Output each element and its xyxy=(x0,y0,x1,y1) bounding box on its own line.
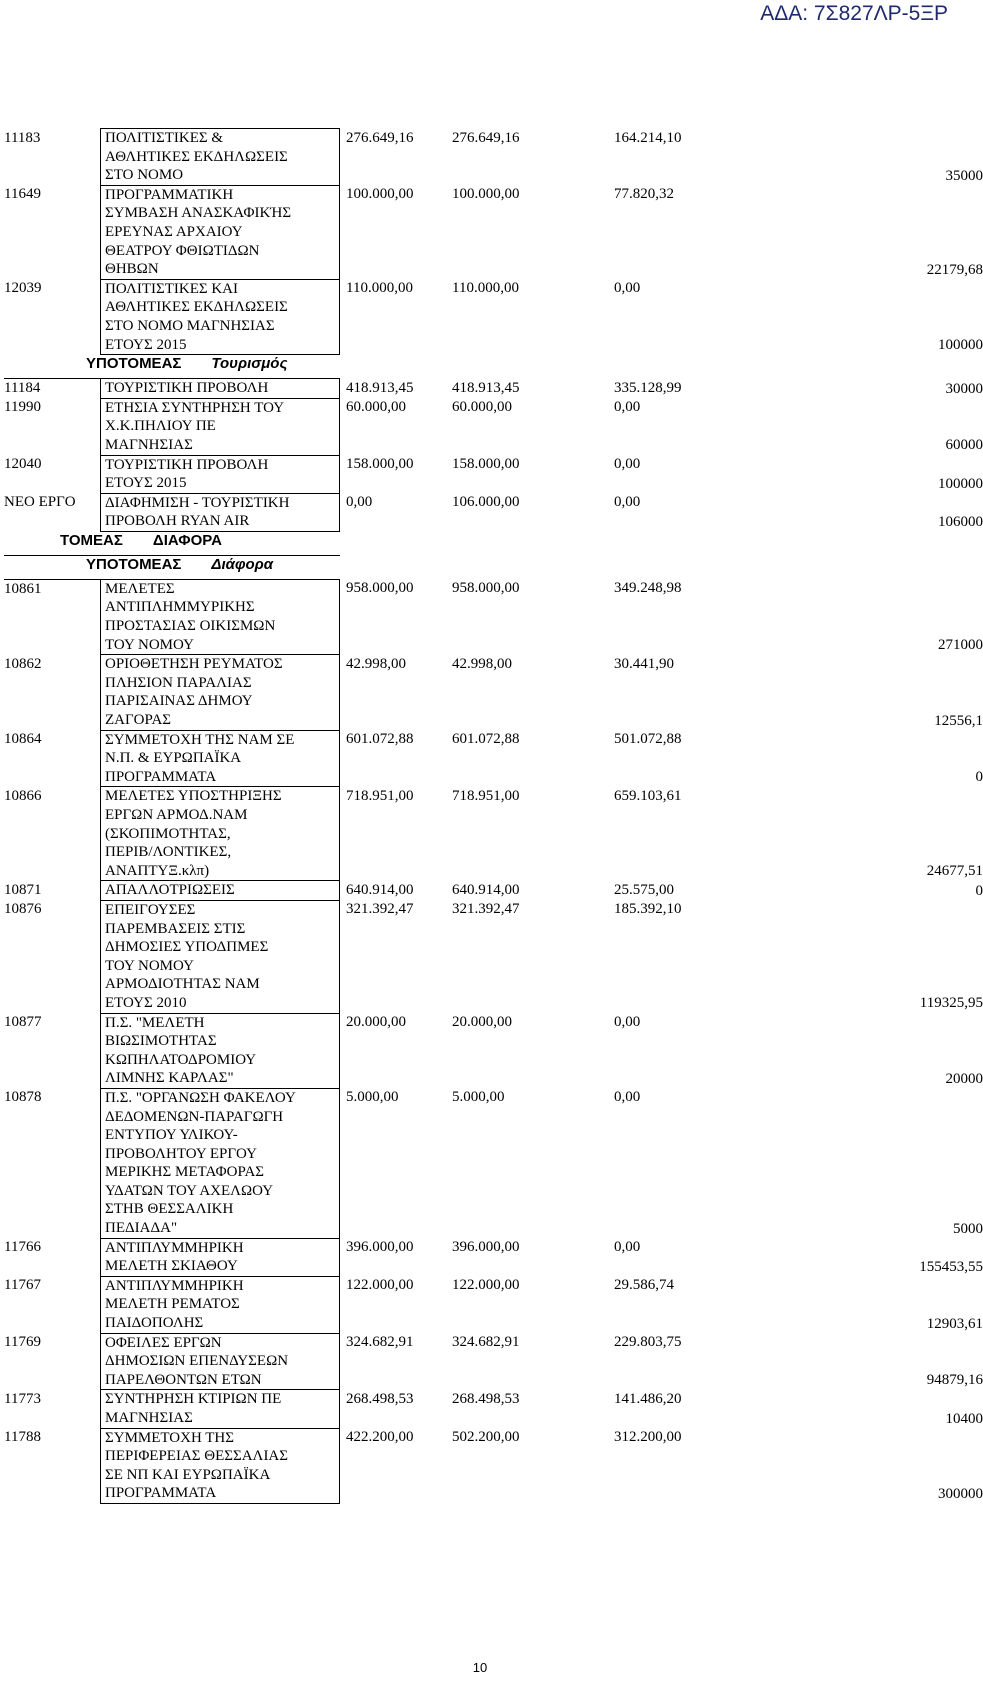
row-value-3: 164.214,10 xyxy=(614,129,682,146)
row-value-1: 324.682,91 xyxy=(346,1334,414,1351)
row-value-3: 0,00 xyxy=(614,494,641,511)
description-line: ΘΗΒΩΝ xyxy=(105,261,159,278)
row-value-2: 100.000,00 xyxy=(452,186,520,203)
row-code: 10877 xyxy=(4,1014,42,1031)
row-amount: 5000 xyxy=(953,1220,983,1237)
row-value-1: 958.000,00 xyxy=(346,580,414,597)
description-line: ΣΥΜΜΕΤΟΧΗ ΤΗΣ ΝΑΜ ΣΕ xyxy=(105,731,295,748)
section-heading xyxy=(4,555,983,579)
row-description xyxy=(101,185,340,279)
description-line: ΕΡΕΥΝΑΣ ΑΡΧΑΙΟΥ xyxy=(105,223,243,240)
description-line: ΣΥΜΜΕΤΟΧΗ ΤΗΣ xyxy=(105,1429,234,1446)
row-description xyxy=(101,1238,340,1276)
description-line: ΠΕΔΙΑΔΑ" xyxy=(105,1220,178,1237)
row-description xyxy=(101,655,340,730)
description-line: ΠΟΛΙΤΙΣΤΙΚΕΣ & xyxy=(105,130,224,146)
description-line: ΜΕΛΕΤΗ ΣΚΙΑΘΟΥ xyxy=(105,1258,238,1275)
description-line: ΑΠΑΛΛΟΤΡΙΩΣΕΙΣ xyxy=(105,882,235,899)
row-code: 11766 xyxy=(4,1239,41,1256)
description-line: ΑΝΤΙΠΛΗΜΜΥΡΙΚΗΣ xyxy=(105,599,255,616)
description-line: ΟΡΙΟΘΕΤΗΣΗ ΡΕΥΜΑΤΟΣ xyxy=(105,656,283,673)
row-amount: 22179,68 xyxy=(926,261,983,278)
row-value-2: 640.914,00 xyxy=(452,881,520,898)
description-line: ΕΠΕΙΓΟΥΣΕΣ xyxy=(105,901,196,918)
description-line: ΑΘΛΗΤΙΚΕΣ ΕΚΔΗΛΩΣΕΙΣ xyxy=(105,148,288,165)
row-amount: 271000 xyxy=(938,637,983,654)
row-code: 10866 xyxy=(4,787,42,804)
row-value-2: 718.951,00 xyxy=(452,787,520,804)
section-heading-label: ΥΠΟΤΟΜΕΑΣ xyxy=(86,555,182,573)
description-line: ΠΑΡΕΜΒΑΣΕΙΣ ΣΤΙΣ xyxy=(105,920,246,937)
row-code: 12039 xyxy=(4,280,42,297)
row-value-3: 29.586,74 xyxy=(614,1277,674,1294)
description-line: ΥΔΑΤΩΝ ΤΟΥ ΑΧΕΛΩΟΥ xyxy=(105,1182,274,1199)
description-line: ΠΕΡΙΒ/ΛΟΝΤΙΚΕΣ, xyxy=(105,844,232,861)
row-value-3: 0,00 xyxy=(614,1014,641,1031)
row-value-1: 0,00 xyxy=(346,494,373,511)
section-heading-name: Τουρισμός xyxy=(211,355,288,373)
row-description xyxy=(101,129,340,186)
row-value-1: 100.000,00 xyxy=(346,186,414,203)
description-line: ΠΡΟΒΟΛΗ RYAN AIR xyxy=(105,513,250,530)
row-value-1: 122.000,00 xyxy=(346,1277,414,1294)
row-amount: 300000 xyxy=(938,1485,983,1502)
row-value-3: 185.392,10 xyxy=(614,901,682,918)
description-line: ΒΙΩΣΙΜΟΤΗΤΑΣ xyxy=(105,1033,217,1050)
description-line: ΕΤΗΣΙΑ ΣΥΝΤΗΡΗΣΗ ΤΟΥ xyxy=(105,399,285,416)
description-line: ΣΥΜΒΑΣΗ ΑΝΑΣΚΑΦΙΚΉΣ xyxy=(105,205,292,222)
row-amount: 100000 xyxy=(938,475,983,492)
row-value-1: 20.000,00 xyxy=(346,1014,406,1031)
row-description xyxy=(101,787,340,881)
row-value-1: 60.000,00 xyxy=(346,399,406,416)
row-value-3: 30.441,90 xyxy=(614,655,674,672)
row-description xyxy=(101,493,340,531)
row-value-1: 640.914,00 xyxy=(346,881,414,898)
section-heading-name: ΔΙΑΦΟΡΑ xyxy=(152,531,222,549)
budget-table xyxy=(4,128,983,1504)
row-value-2: 321.392,47 xyxy=(452,901,520,918)
table-row xyxy=(4,1276,983,1333)
row-value-3: 0,00 xyxy=(614,1089,641,1106)
row-value-2: 122.000,00 xyxy=(452,1277,520,1294)
row-value-3: 335.128,99 xyxy=(614,379,682,396)
section-heading-cell xyxy=(4,555,340,579)
description-line: ΠΡΟΓΡΑΜΜΑΤΙΚΗ xyxy=(105,186,234,203)
description-line: ΟΦΕΙΛΕΣ ΕΡΓΩΝ xyxy=(105,1334,222,1351)
row-code: 11788 xyxy=(4,1429,41,1446)
description-line: ΣΤΟ ΝΟΜΟ xyxy=(105,167,184,184)
description-line: ΣΕ ΝΠ ΚΑΙ ΕΥΡΩΠΑΪΚΑ xyxy=(105,1466,271,1483)
section-heading xyxy=(4,355,983,379)
section-heading-blank xyxy=(340,531,983,555)
description-line: ΤΟΥ ΝΟΜΟΥ xyxy=(105,636,194,653)
table-row xyxy=(4,1333,983,1390)
description-line: ΑΡΜΟΔΙΟΤΗΤΑΣ ΝΑΜ xyxy=(105,976,260,993)
table-row xyxy=(4,900,983,1013)
table-row xyxy=(4,579,983,654)
description-line: ΠΡΟΣΤΑΣΙΑΣ ΟΙΚΙΣΜΩΝ xyxy=(105,618,276,635)
row-value-1: 42.998,00 xyxy=(346,655,406,672)
row-description xyxy=(101,1013,340,1088)
row-value-2: 42.998,00 xyxy=(452,655,512,672)
description-line: ΜΑΓΝΗΣΙΑΣ xyxy=(105,436,193,453)
description-line: ΜΕΛΕΤΗ ΡΕΜΑΤΟΣ xyxy=(105,1296,240,1313)
row-value-1: 158.000,00 xyxy=(346,456,414,472)
description-line: ΤΟΥ ΝΟΜΟΥ xyxy=(105,957,194,974)
row-code: 11769 xyxy=(4,1334,41,1351)
row-value-3: 25.575,00 xyxy=(614,881,674,898)
description-line: ΑΝΤΙΠΛΥΜΜΗΡΙΚΗ xyxy=(105,1239,244,1256)
row-value-2: 110.000,00 xyxy=(452,280,519,297)
section-heading-cell xyxy=(4,531,340,555)
row-description xyxy=(101,881,340,901)
row-value-3: 312.200,00 xyxy=(614,1429,682,1446)
table-row xyxy=(4,379,983,399)
row-value-2: 60.000,00 xyxy=(452,399,512,416)
description-line: ΠΕΡΙΦΕΡΕΙΑΣ ΘΕΣΣΑΛΙΑΣ xyxy=(105,1448,288,1465)
description-line: ΕΤΟΥΣ 2015 xyxy=(105,475,187,492)
table-row xyxy=(4,787,983,881)
row-value-2: 20.000,00 xyxy=(452,1014,512,1031)
table-row xyxy=(4,398,983,455)
budget-table-body xyxy=(4,129,983,1504)
row-description xyxy=(101,379,340,399)
table-row xyxy=(4,1013,983,1088)
description-line: ΣΥΝΤΗΡΗΣΗ ΚΤΙΡΙΩΝ ΠΕ xyxy=(105,1391,282,1408)
row-value-3: 0,00 xyxy=(614,399,641,416)
row-value-3: 229.803,75 xyxy=(614,1334,682,1351)
row-code: 11990 xyxy=(4,399,41,416)
row-code: 12040 xyxy=(4,456,42,472)
row-amount: 0 xyxy=(975,882,983,899)
row-code: 10876 xyxy=(4,901,42,918)
description-line: ΔΗΜΟΣΙΕΣ ΥΠΟΔΠΜΕΣ xyxy=(105,939,269,956)
row-code: 10861 xyxy=(4,580,42,597)
description-line: ΜΑΓΝΗΣΙΑΣ xyxy=(105,1410,193,1426)
row-value-3: 141.486,20 xyxy=(614,1390,682,1407)
row-value-2: 502.200,00 xyxy=(452,1429,520,1446)
row-description xyxy=(101,1428,340,1503)
row-code: 10862 xyxy=(4,655,42,672)
row-description xyxy=(101,398,340,455)
table-row xyxy=(4,730,983,787)
table-row xyxy=(4,185,983,279)
section-heading xyxy=(4,531,983,555)
row-code: 10871 xyxy=(4,881,42,898)
description-line: ΠΡΟΓΡΑΜΜΑΤΑ xyxy=(105,768,217,785)
row-code: 11773 xyxy=(4,1390,41,1407)
row-amount: 12556,1 xyxy=(934,712,983,729)
description-line: ΔΙΑΦΗΜΙΣΗ - ΤΟΥΡΙΣΤΙΚΗ xyxy=(105,494,290,511)
row-description xyxy=(101,279,340,354)
row-amount: 10400 xyxy=(945,1410,983,1427)
row-amount: 0 xyxy=(975,769,983,786)
description-line: ΕΤΟΥΣ 2015 xyxy=(105,336,187,353)
row-value-1: 396.000,00 xyxy=(346,1239,414,1256)
description-line: ΤΟΥΡΙΣΤΙΚΗ ΠΡΟΒΟΛΗ xyxy=(105,456,269,473)
row-amount: 106000 xyxy=(938,513,983,530)
row-value-2: 324.682,91 xyxy=(452,1334,520,1351)
row-code: 11183 xyxy=(4,129,41,146)
row-description xyxy=(101,1276,340,1333)
row-value-3: 501.072,88 xyxy=(614,731,682,748)
ada-code: ΑΔΑ: 7Σ827ΛΡ-5ΞΡ xyxy=(760,2,948,25)
row-code: ΝΕΟ ΕΡΓΟ xyxy=(4,494,76,511)
description-line: ΑΝΤΙΠΛΥΜΜΗΡΙΚΗ xyxy=(105,1277,244,1294)
section-heading-cell xyxy=(4,355,340,379)
row-description xyxy=(101,579,340,654)
description-line: ΠΛΗΣΙΟΝ ΠΑΡΑΛΙΑΣ xyxy=(105,674,252,691)
table-row xyxy=(4,1088,983,1238)
row-amount: 35000 xyxy=(945,167,983,184)
description-line: Ν.Π. & ΕΥΡΩΠΑΪΚΑ xyxy=(105,750,242,767)
description-line: ΣΤΟ ΝΟΜΟ ΜΑΓΝΗΣΙΑΣ xyxy=(105,317,275,334)
description-line: ΑΘΛΗΤΙΚΕΣ ΕΚΔΗΛΩΣΕΙΣ xyxy=(105,299,288,316)
row-code: 11184 xyxy=(4,380,41,397)
description-line: ΛΙΜΝΗΣ ΚΑΡΛΑΣ" xyxy=(105,1070,234,1087)
row-value-1: 110.000,00 xyxy=(346,280,413,297)
row-value-2: 5.000,00 xyxy=(452,1089,505,1106)
row-value-2: 418.913,45 xyxy=(452,379,520,396)
table-row xyxy=(4,279,983,354)
row-code: 11649 xyxy=(4,186,41,203)
section-heading-label: ΤΟΜΕΑΣ xyxy=(60,531,123,549)
description-line: Π.Σ. "ΜΕΛΕΤΗ xyxy=(105,1014,205,1031)
row-amount: 24677,51 xyxy=(926,863,983,880)
row-value-1: 422.200,00 xyxy=(346,1429,414,1446)
description-line: ΘΕΑΤΡΟΥ ΦΘΙΩΤΙΔΩΝ xyxy=(105,242,260,259)
description-line: ΜΕΛΕΤΕΣ xyxy=(105,580,175,597)
description-line: ΚΩΠΗΛΑΤΟΔΡΟΜΙΟΥ xyxy=(105,1051,257,1068)
description-line: ΠΟΛΙΤΙΣΤΙΚΕΣ ΚΑΙ xyxy=(105,280,239,297)
description-line: Χ.Κ.ΠΗΛΙΟΥ ΠΕ xyxy=(105,418,216,435)
row-value-2: 106.000,00 xyxy=(452,494,520,511)
row-value-3: 0,00 xyxy=(614,1239,641,1256)
table-row xyxy=(4,655,983,730)
description-line: Π.Σ. "ΟΡΓΑΝΩΣΗ ΦΑΚΕΛΟΥ xyxy=(105,1089,296,1106)
row-amount: 30000 xyxy=(945,380,983,397)
table-row xyxy=(4,129,983,186)
row-amount: 100000 xyxy=(938,337,983,354)
table-row xyxy=(4,881,983,901)
table-row xyxy=(4,493,983,531)
section-heading-name: Διάφορα xyxy=(211,555,274,573)
row-value-2: 276.649,16 xyxy=(452,129,520,146)
description-line: ΔΕΔΟΜΕΝΩΝ-ΠΑΡΑΓΩΓΗ xyxy=(105,1108,284,1125)
description-line: ΣΤΗΒ ΘΕΣΣΑΛΙΚΗ xyxy=(105,1201,234,1218)
row-amount: 119325,95 xyxy=(919,995,983,1012)
description-line: ΠΑΡΕΛΘΟΝΤΩΝ ΕΤΩΝ xyxy=(105,1371,262,1388)
description-line: ΜΕΛΕΤΕΣ ΥΠΟΣΤΗΡΙΞΗΣ xyxy=(105,788,282,805)
description-line: ΤΟΥΡΙΣΤΙΚΗ ΠΡΟΒΟΛΗ xyxy=(105,380,269,397)
row-amount: 20000 xyxy=(945,1070,983,1087)
description-line: ΠΑΙΔΟΠΟΛΗΣ xyxy=(105,1315,204,1332)
table-row xyxy=(4,1428,983,1503)
description-line: ΕΝΤΥΠΟΥ ΥΛΙΚΟΥ- xyxy=(105,1127,238,1144)
row-value-2: 601.072,88 xyxy=(452,731,520,748)
page-number: 10 xyxy=(472,1660,488,1675)
description-line: ΠΡΟΒΟΛΗΤΟΥ ΕΡΓΟΥ xyxy=(105,1145,257,1162)
table-row xyxy=(4,1390,983,1428)
description-line: ΖΑΓΟΡΑΣ xyxy=(105,712,172,729)
row-amount: 155453,55 xyxy=(919,1258,983,1275)
row-value-2: 396.000,00 xyxy=(452,1239,520,1256)
row-description xyxy=(101,900,340,1013)
row-value-3: 659.103,61 xyxy=(614,787,682,804)
description-line: ΕΡΓΩΝ ΑΡΜΟΔ.ΝΑΜ xyxy=(105,807,248,823)
row-description xyxy=(101,455,340,493)
section-heading-blank xyxy=(340,355,983,379)
row-value-2: 158.000,00 xyxy=(452,456,520,472)
row-amount: 94879,16 xyxy=(926,1372,983,1389)
row-amount: 60000 xyxy=(945,437,983,454)
row-value-3: 0,00 xyxy=(614,456,641,472)
row-value-3: 77.820,32 xyxy=(614,186,674,203)
table-row xyxy=(4,1238,983,1276)
row-value-1: 276.649,16 xyxy=(346,129,414,146)
row-value-1: 268.498,53 xyxy=(346,1390,414,1407)
description-line: ΕΤΟΥΣ 2010 xyxy=(105,994,187,1011)
row-code: 11767 xyxy=(4,1277,41,1294)
row-code: 10878 xyxy=(4,1089,42,1106)
row-value-2: 958.000,00 xyxy=(452,580,520,597)
row-value-3: 0,00 xyxy=(614,280,641,297)
row-value-1: 321.392,47 xyxy=(346,901,414,918)
row-description xyxy=(101,1088,340,1238)
table-row xyxy=(4,455,983,493)
row-value-1: 5.000,00 xyxy=(346,1089,399,1106)
row-description xyxy=(101,1333,340,1390)
description-line: ΜΕΡΙΚΗΣ ΜΕΤΑΦΟΡΑΣ xyxy=(105,1164,265,1181)
section-heading-blank xyxy=(340,555,983,579)
description-line: ΔΗΜΟΣΙΩΝ ΕΠΕΝΔΥΣΕΩΝ xyxy=(105,1353,289,1370)
row-description xyxy=(101,730,340,787)
row-value-1: 418.913,45 xyxy=(346,379,414,396)
description-line: (ΣΚΟΠΙΜΟΤΗΤΑΣ, xyxy=(105,825,231,842)
description-line: ΑΝΑΠΤΥΞ.κλπ) xyxy=(105,862,210,879)
row-amount: 12903,61 xyxy=(926,1315,983,1332)
row-value-3: 349.248,98 xyxy=(614,580,682,597)
row-description xyxy=(101,1390,340,1428)
row-value-2: 268.498,53 xyxy=(452,1390,520,1407)
section-heading-label: ΥΠΟΤΟΜΕΑΣ xyxy=(86,355,182,373)
description-line: ΠΡΟΓΡΑΜΜΑΤΑ xyxy=(105,1485,217,1502)
row-code: 10864 xyxy=(4,731,42,748)
description-line: ΠΑΡΙΣΑΙΝΑΣ ΔΗΜΟΥ xyxy=(105,693,253,710)
row-value-1: 601.072,88 xyxy=(346,731,414,748)
row-value-1: 718.951,00 xyxy=(346,787,414,804)
